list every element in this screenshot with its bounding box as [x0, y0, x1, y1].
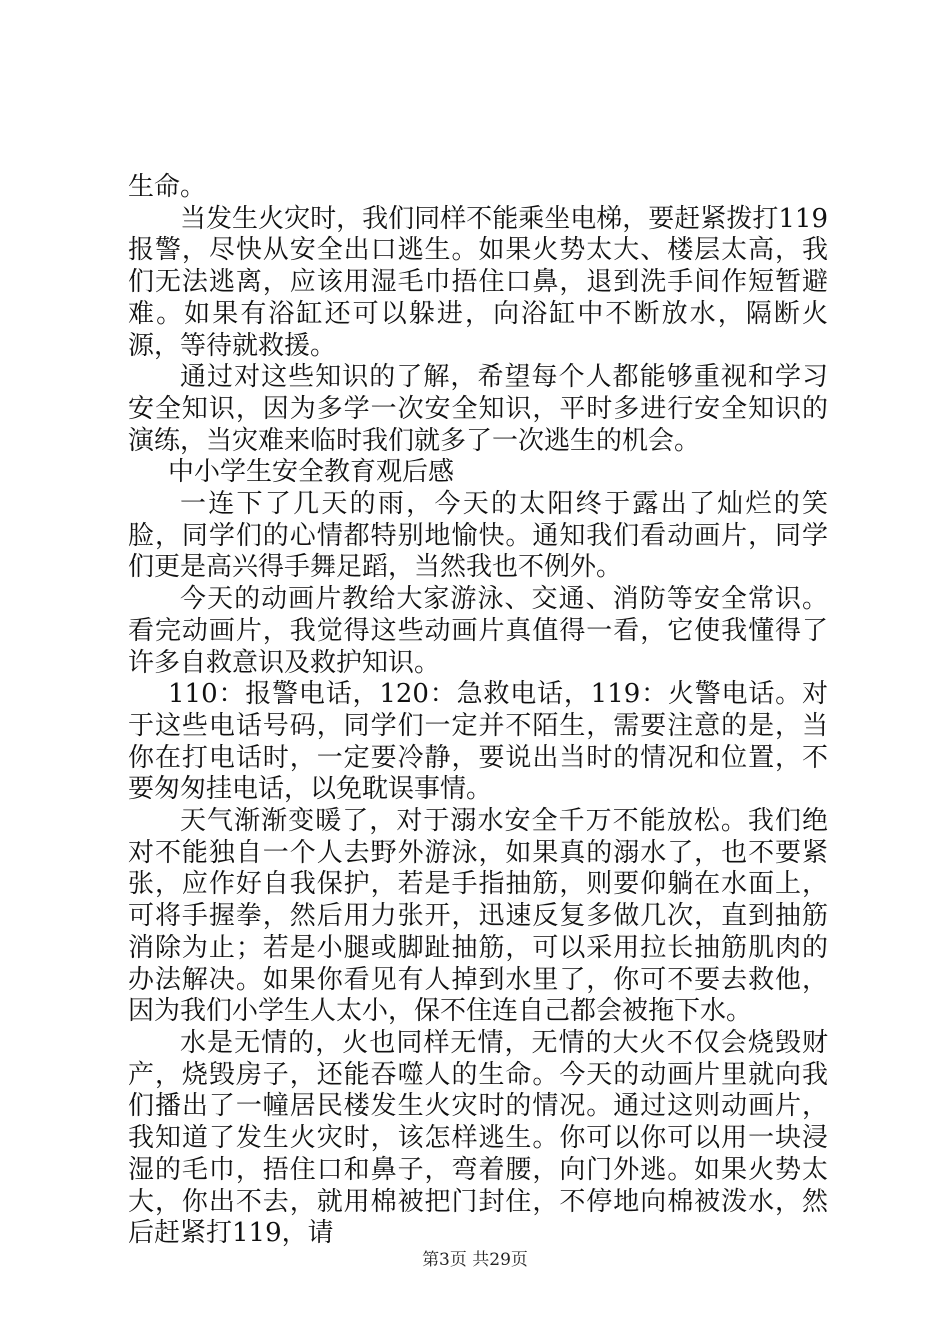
paragraph-rainy-days: 一连下了几天的雨，今天的太阳终于露出了灿烂的笑脸，同学们的心情都特别地愉快。通知我们看动画片，同学们更是高兴得手舞足蹈，当然我也不例外。	[128, 489, 828, 583]
page-footer	[0, 1245, 950, 1270]
paragraph-fire-escape: 当发生火灾时，我们同样不能乘坐电梯，要赶紧拨打119报警，尽快从安全出口逃生。如果火势太大、楼层太高，我们无法逃离，应该用湿毛巾捂住口鼻，退到洗手间作短暂避难。如果有浴缸还可以躲进，向浴缸中不断放水，隔断火源，等待就救援。	[128, 203, 828, 361]
paragraph-safety-knowledge: 通过对这些知识的了解，希望每个人都能够重视和学习安全知识，因为多学一次安全知识，平时多进行安全知识的演练，当灾难来临时我们就多了一次逃生的机会。	[128, 362, 828, 456]
paragraph-continuation: 生命。	[128, 172, 207, 202]
document-body	[128, 172, 828, 1250]
page-number: 第3页 共29页	[422, 1250, 528, 1270]
paragraph-drowning-safety: 天气渐渐变暖了，对于溺水安全千万不能放松。我们绝对不能独自一个人去野外游泳，如果真的溺水了，也不要紧张，应作好自我保护，若是手指抽筋，则要仰躺在水面上，可将手握拳，然后用力张开，迅速反复多做几次，直到抽筋消除为止；若是小腿或脚趾抽筋，可以采用拉长抽筋肌肉的办法解决。如果你看见有人掉到水里了，你可不要去救他，因为我们小学生人太小，保不住连自己都会被拖下水。	[128, 806, 828, 1027]
paragraph-emergency-numbers: 110：报警电话，120：急救电话，119：火警电话。对于这些电话号码，同学们一定并不陌生，需要注意的是，当你在打电话时，一定要冷静，要说出当时的情况和位置，不要匆匆挂电话，以免耽误事情。	[128, 679, 828, 805]
paragraph-animation-lesson: 今天的动画片教给大家游泳、交通、消防等安全常识。看完动画片，我觉得这些动画片真值得一看，它使我懂得了许多自救意识及救护知识。	[128, 584, 828, 678]
paragraph-fire-safety: 水是无情的，火也同样无情，无情的大火不仅会烧毁财产，烧毁房子，还能吞噬人的生命。今天的动画片里就向我们播出了一幢居民楼发生火灾时的情况。通过这则动画片，我知道了发生火灾时，该怎样逃生。你可以你可以用一块浸湿的毛巾，捂住口和鼻子，弯着腰，向门外逃。如果火势太大，你出不去，就用棉被把门封住，不停地向棉被泼水，然后赶紧打119，请	[128, 1027, 828, 1249]
section-heading: 中小学生安全教育观后感	[168, 457, 455, 488]
